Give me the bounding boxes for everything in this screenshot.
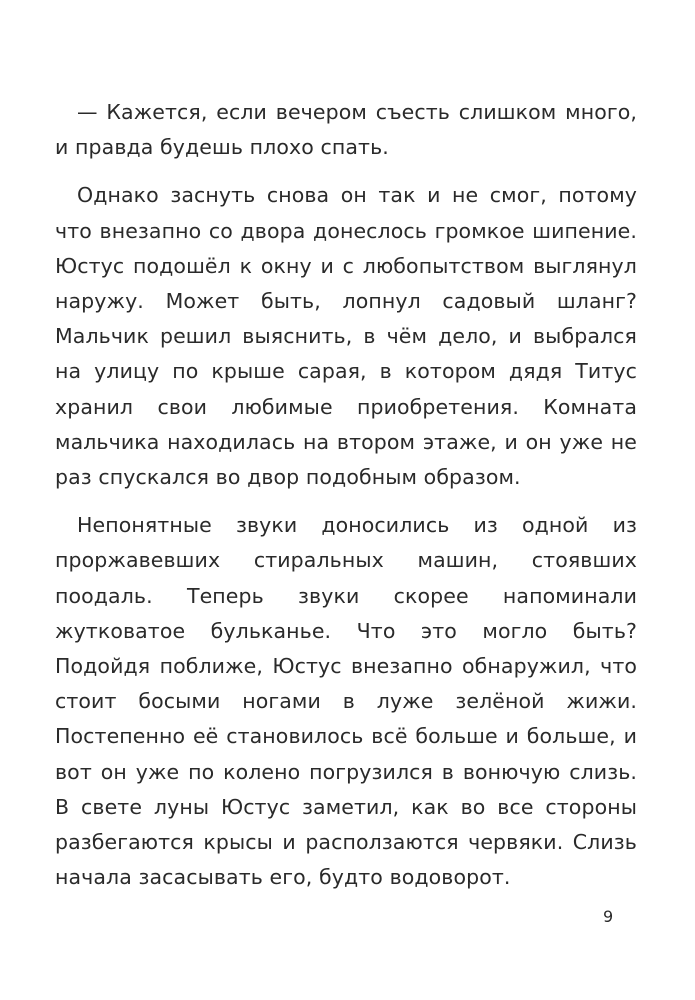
paragraph-2: Однако заснуть снова он так и не смог, потому что внезапно со двора донеслось громкое шипение. Юстус подошёл к окну и с любопытством выглянул наружу. Может быть, лопнул садовый шланг? Мальчик решил выяснить, в чём дело, и выбрался на улицу по крыше сарая, в котором дядя Титус хранил свои любимые приобретения. Комната мальчика находилась на втором этаже, и он уже не раз спускался во двор подобным образом.: [55, 183, 637, 490]
body-text: [55, 95, 637, 908]
paragraph-3: Непонятные звуки доносились из одной из проржавевших стиральных машин, стоявших поодаль. Теперь звуки скорее напоминали жутковатое бульканье. Что это могло быть? Подойдя поближе, Юстус внезапно обнаружил, что стоит босыми ногами в луже зелёной жижи. Постепенно её становилось всё больше и больше, и вот он уже по колено погрузился в вонючую слизь. В свете луны Юстус заметил, как во все стороны разбегаются крысы и расползаются червяки. Слизь начала засасывать его, будто водоворот.: [55, 513, 637, 890]
page-number: 9: [603, 907, 614, 926]
paragraph-1: — Кажется, если вечером съесть слишком много, и правда будешь плохо спать.: [55, 100, 637, 160]
